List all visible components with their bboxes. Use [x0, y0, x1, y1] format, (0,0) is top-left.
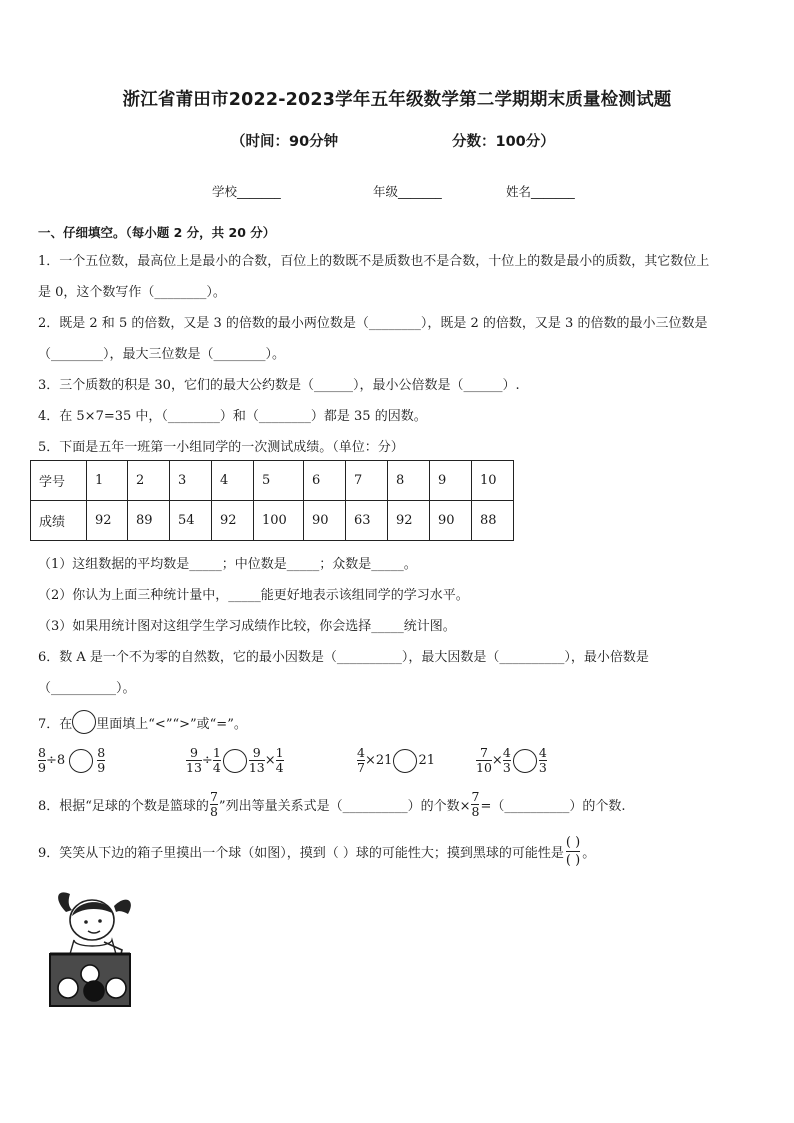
compare-item-c: [357, 746, 435, 775]
answer-circle-icon[interactable]: [393, 749, 417, 773]
white-ball-icon: [106, 978, 126, 998]
question-6-line-1: 6．数 A 是一个不为零的自然数，它的最小因数是（__________），最大因数是（__________），最小倍数是: [38, 650, 649, 665]
table-cell: 7: [346, 461, 388, 501]
question-2-line-1: 2．既是 2 和 5 的倍数，又是 3 的倍数的最小两位数是（________），既是 2 的倍数，又是 3 的倍数的最小三位数是: [38, 316, 708, 331]
girl-with-ball-box-illustration: [44, 890, 144, 1014]
answer-circle-icon: [72, 710, 96, 734]
exam-time: （时间：90分钟: [231, 134, 339, 150]
hair-icon: [58, 892, 72, 912]
table-row-ids: [31, 461, 514, 501]
table-cell: 4: [212, 461, 254, 501]
answer-circle-icon[interactable]: [513, 749, 537, 773]
compare-item-b: [186, 746, 284, 775]
fraction: $\frac{4}{3}$: [538, 745, 547, 775]
row-header-id: 学号: [31, 461, 87, 501]
table-cell: 92: [212, 501, 254, 541]
table-cell: 5: [254, 461, 304, 501]
compare-item-d: [476, 746, 547, 775]
table-cell: 54: [170, 501, 212, 541]
question-4: 4．在 5×7=35 中，（________）和（________）都是 35 的因数。: [38, 409, 427, 424]
black-ball-icon: [84, 981, 104, 1001]
question-5-part-3: （3）如果用统计图对这组学生学习成绩作比较，你会选择_____统计图。: [38, 619, 456, 634]
table-cell: 88: [472, 501, 514, 541]
answer-circle-icon[interactable]: [223, 749, 247, 773]
question-7-prefix: 7．在: [38, 716, 73, 732]
fraction: $\frac{7}{10}$: [476, 745, 492, 775]
section-heading: 一、仔细填空。（每小题 2 分，共 20 分）: [38, 225, 276, 240]
question-9: [38, 834, 595, 869]
row-header-score: 成绩: [31, 501, 87, 541]
question-5-part-1: （1）这组数据的平均数是_____；中位数是_____；众数是_____。: [38, 557, 417, 572]
question-8-part-b: ”列出等量关系式是（__________）的个数×: [218, 799, 471, 814]
hair-icon: [114, 900, 131, 914]
question-7: [38, 710, 247, 734]
question-1-line-2: 是 0，这个数写作（________）。: [38, 285, 226, 300]
fraction: $\frac{7}{8}$: [471, 789, 480, 819]
table-cell: 100: [254, 501, 304, 541]
fraction: $\frac{4}{3}$: [502, 745, 511, 775]
compare-item-a: [38, 746, 105, 775]
table-cell: 9: [430, 461, 472, 501]
school-field: 学校_______: [212, 184, 281, 199]
table-cell: 8: [388, 461, 430, 501]
fraction: $\frac{1}{4}$: [212, 745, 221, 775]
table-cell: 10: [472, 461, 514, 501]
question-3: 3．三个质数的积是 30，它们的最大公约数是（______），最小公倍数是（______）.: [38, 378, 520, 393]
question-5-part-2: （2）你认为上面三种统计量中，_____能更好地表示该组同学的学习水平。: [38, 588, 469, 603]
table-cell: 2: [128, 461, 170, 501]
operator: ×21: [365, 753, 393, 768]
question-8-part-c: =（__________）的个数.: [480, 799, 626, 814]
page-title: 浙江省莆田市2022-2023学年五年级数学第二学期期末质量检测试题: [122, 90, 672, 110]
operator: ÷8: [46, 753, 66, 768]
white-ball-icon: [81, 965, 99, 983]
question-7-suffix: 里面填上“<”“>”或“=”。: [96, 716, 247, 732]
question-5: 5．下面是五年一班第一小组同学的一次测试成绩。（单位：分）: [38, 440, 404, 455]
table-cell: 3: [170, 461, 212, 501]
operator: ÷: [201, 753, 213, 768]
question-2-line-2: （________），最大三位数是（________）。: [38, 347, 286, 362]
name-field: 姓名_______: [506, 184, 575, 199]
operator: ×: [264, 753, 276, 768]
table-cell: 6: [304, 461, 346, 501]
table-cell: 63: [346, 501, 388, 541]
table-cell: 1: [87, 461, 128, 501]
question-6-line-2: （__________）。: [38, 681, 136, 696]
operator: ×: [491, 753, 503, 768]
table-cell: 92: [87, 501, 128, 541]
table-row-scores: [31, 501, 514, 541]
exam-score: 分数：100分）: [452, 134, 555, 150]
answer-circle-icon[interactable]: [69, 749, 93, 773]
fraction: $\frac{8}{9}$: [97, 745, 106, 775]
table-cell: 89: [128, 501, 170, 541]
fraction: $\frac{7}{8}$: [209, 789, 218, 819]
question-9-end: 。: [582, 846, 596, 861]
question-9-text: 9．笑笑从下边的箱子里摸出一个球（如图），摸到（ ）球的可能性大；摸到黑球的可能性是: [38, 846, 564, 861]
question-8: [38, 790, 626, 819]
fraction: $\frac{9}{13}$: [186, 745, 202, 775]
fraction: $\frac{9}{13}$: [248, 745, 265, 775]
fraction-blank: $\frac{( )}{( )}$: [565, 835, 581, 868]
operand: 21: [418, 753, 435, 768]
table-cell: 90: [430, 501, 472, 541]
fraction: $\frac{1}{4}$: [275, 745, 284, 775]
grade-field: 年级_______: [373, 184, 442, 199]
score-table: [30, 460, 514, 541]
white-ball-icon: [58, 978, 78, 998]
table-cell: 92: [388, 501, 430, 541]
table-cell: 90: [304, 501, 346, 541]
fraction: $\frac{4}{7}$: [357, 745, 365, 775]
fraction: $\frac{8}{9}$: [38, 745, 46, 775]
question-8-part-a: 8．根据“足球的个数是篮球的: [38, 799, 209, 814]
question-1-line-1: 1．一个五位数，最高位上是最小的合数，百位上的数既不是质数也不是合数，十位上的数是最小的质数，其它数位上: [38, 254, 710, 269]
